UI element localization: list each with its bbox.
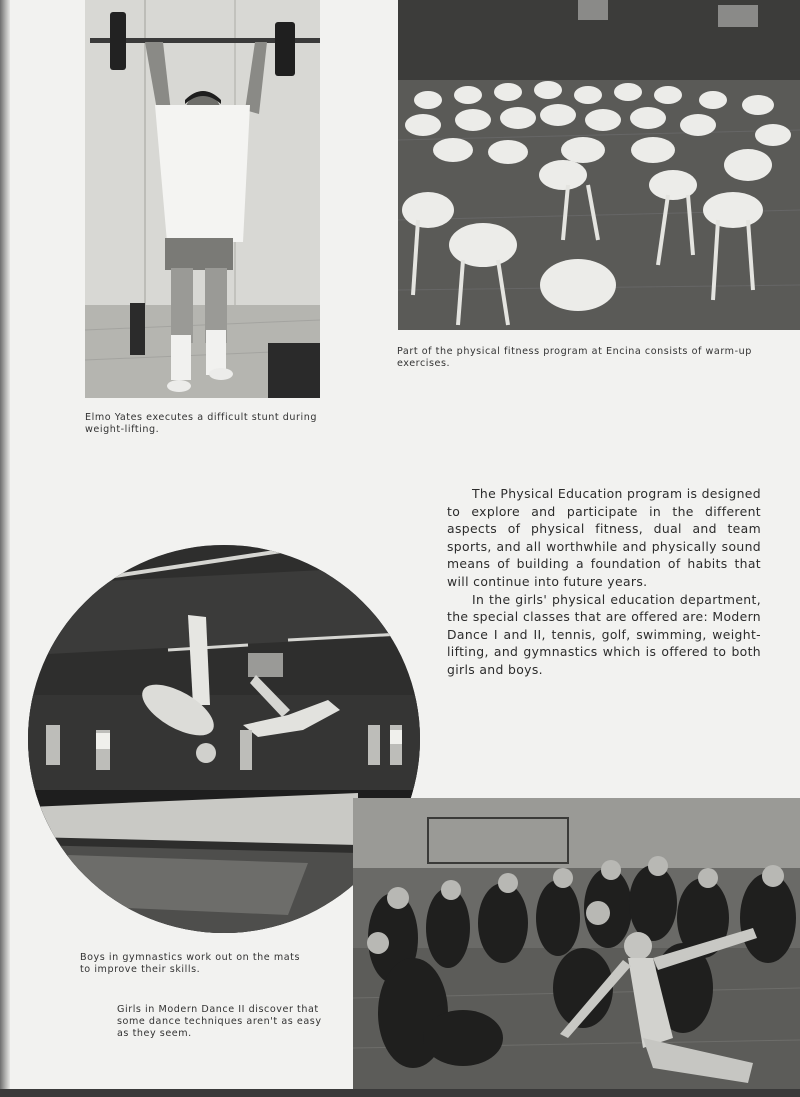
caption-weightlifter: Elmo Yates executes a difficult stunt during weight-lifting. (85, 412, 318, 435)
caption-gymnastics: Boys in gymnastics work out on the mats to improve their skills. (80, 952, 301, 975)
photo-weightlifter (85, 0, 320, 398)
article-body (447, 485, 761, 679)
body-paragraph-2: In the girls' physical education department, the special classes that are offered are: Modern Dance I and II, tennis, golf, swimming, weight-lifting, and gymnastics which is offered to both girls and boys. (447, 591, 761, 677)
page-spine-shadow (0, 0, 10, 1097)
caption-modern-dance: Girls in Modern Dance II discover that some dance techniques aren't as easy as they seem. (117, 1004, 322, 1039)
caption-warmup-exercises: Part of the physical fitness program at Encina consists of warm-up exercises. (397, 346, 752, 369)
photo-warmup-exercises (398, 0, 800, 330)
photo-modern-dance (353, 798, 800, 1090)
body-paragraph-1: The Physical Education program is designed to explore and participate in the different aspects of physical fitness, dual and team sports, and all worthwhile and physically sound means of building a foundation of habits that will continue into future years. (447, 486, 761, 589)
page-bottom-edge (0, 1089, 800, 1097)
